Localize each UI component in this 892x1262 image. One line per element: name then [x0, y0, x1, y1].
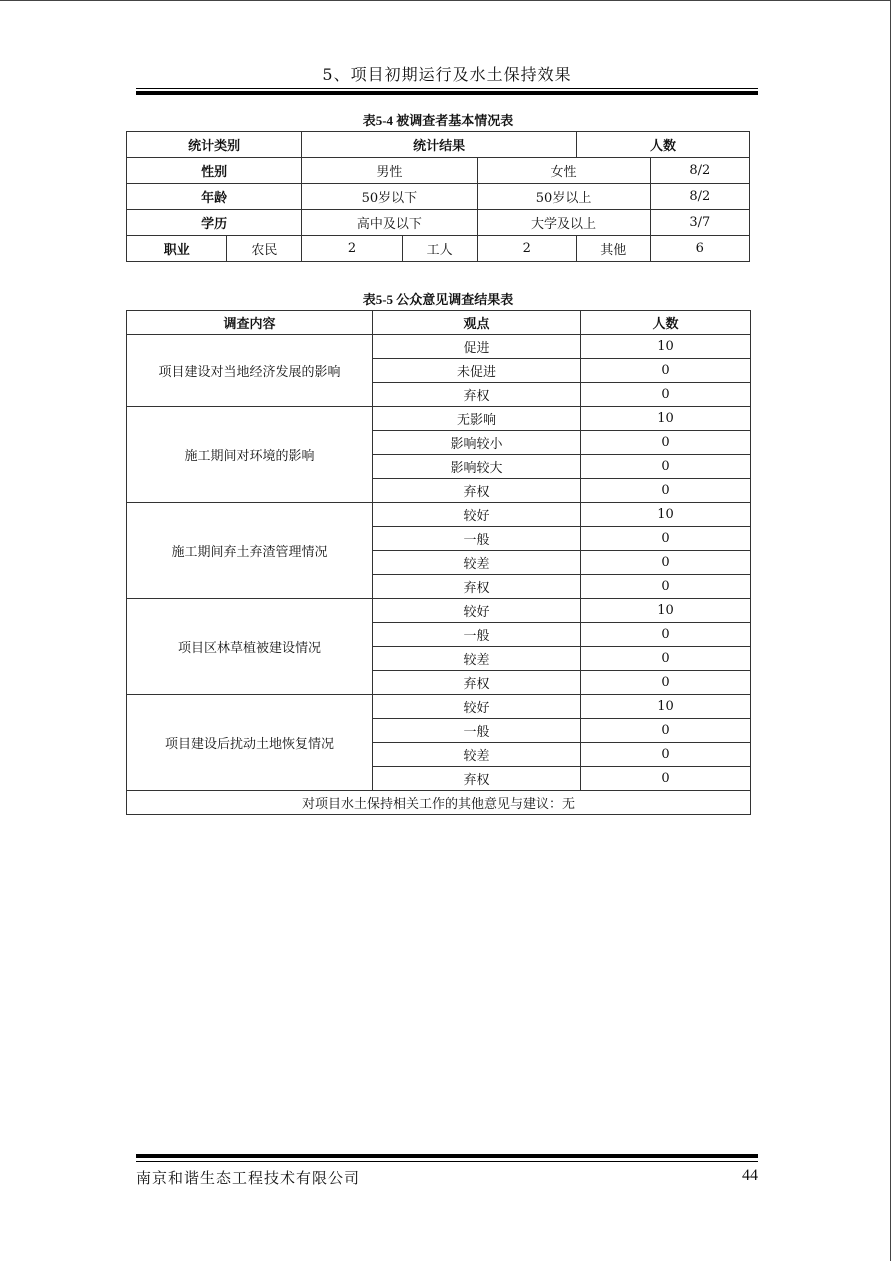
note-cell: 对项目水土保持相关工作的其他意见与建议：无 — [127, 791, 751, 815]
count-cell: 0 — [581, 623, 751, 647]
header-rule-thick — [136, 91, 758, 95]
topic-cell: 施工期间弃土弃渣管理情况 — [127, 503, 373, 599]
row-label: 性别 — [127, 158, 302, 184]
header-cell-category: 统计类别 — [127, 132, 302, 158]
table-row — [127, 407, 751, 431]
view-cell: 未促进 — [373, 359, 581, 383]
count-cell: 0 — [581, 575, 751, 599]
running-header: 5、项目初期运行及水土保持效果 — [322, 65, 572, 84]
table-cell: 高中及以下 — [302, 210, 477, 236]
page-number: 44 — [742, 1167, 758, 1184]
count-cell: 6 — [650, 236, 749, 262]
view-cell: 弃权 — [373, 575, 581, 599]
header-cell-view: 观点 — [373, 311, 581, 335]
table-header-row — [127, 311, 751, 335]
view-cell: 弃权 — [373, 671, 581, 695]
table-row — [127, 210, 750, 236]
count-cell: 0 — [581, 719, 751, 743]
view-cell: 弃权 — [373, 767, 581, 791]
table-cell: 男性 — [302, 158, 477, 184]
count-cell: 0 — [581, 743, 751, 767]
count-cell: 0 — [581, 551, 751, 575]
table-5-5-caption: 表5-5 公众意见调查结果表 — [362, 292, 514, 307]
topic-cell: 项目建设对当地经济发展的影响 — [127, 335, 373, 407]
table-note-row — [127, 791, 751, 815]
view-cell: 较差 — [373, 551, 581, 575]
table-row — [127, 184, 750, 210]
table-row — [127, 695, 751, 719]
view-cell: 较差 — [373, 647, 581, 671]
view-cell: 弃权 — [373, 383, 581, 407]
view-cell: 较好 — [373, 695, 581, 719]
header-rule — [136, 88, 758, 89]
table-cell: 50岁以下 — [302, 184, 477, 210]
table-row — [127, 503, 751, 527]
count-cell: 10 — [581, 335, 751, 359]
count-cell: 0 — [581, 455, 751, 479]
count-cell: 0 — [581, 647, 751, 671]
count-cell: 0 — [581, 383, 751, 407]
table-cell: 工人 — [402, 236, 477, 262]
table-header-row — [127, 132, 750, 158]
view-cell: 较好 — [373, 599, 581, 623]
row-label: 职业 — [127, 236, 227, 262]
count-cell: 10 — [581, 599, 751, 623]
count-cell: 0 — [581, 671, 751, 695]
view-cell: 影响较大 — [373, 455, 581, 479]
header-cell-count: 人数 — [581, 311, 751, 335]
table-cell: 50岁以上 — [477, 184, 650, 210]
view-cell: 无影响 — [373, 407, 581, 431]
public-opinion-table — [126, 310, 751, 815]
count-cell: 8/2 — [650, 184, 749, 210]
table-cell: 大学及以上 — [477, 210, 650, 236]
count-cell: 2 — [302, 236, 402, 262]
count-cell: 0 — [581, 431, 751, 455]
view-cell: 一般 — [373, 527, 581, 551]
count-cell: 0 — [581, 479, 751, 503]
view-cell: 一般 — [373, 719, 581, 743]
respondent-info-table — [126, 131, 750, 262]
row-label: 年龄 — [127, 184, 302, 210]
count-cell: 0 — [581, 767, 751, 791]
row-label: 学历 — [127, 210, 302, 236]
count-cell: 0 — [581, 527, 751, 551]
table-5-4-caption: 表5-4 被调查者基本情况表 — [362, 113, 514, 128]
view-cell: 较差 — [373, 743, 581, 767]
table-cell: 农民 — [227, 236, 302, 262]
table-row — [127, 335, 751, 359]
topic-cell: 项目区林草植被建设情况 — [127, 599, 373, 695]
view-cell: 影响较小 — [373, 431, 581, 455]
topic-cell: 项目建设后扰动土地恢复情况 — [127, 695, 373, 791]
count-cell: 0 — [581, 359, 751, 383]
footer-rule — [136, 1161, 758, 1162]
table-row — [127, 599, 751, 623]
count-cell: 10 — [581, 407, 751, 431]
count-cell: 10 — [581, 503, 751, 527]
header-cell-count: 人数 — [576, 132, 749, 158]
view-cell: 促进 — [373, 335, 581, 359]
view-cell: 一般 — [373, 623, 581, 647]
table-cell: 其他 — [576, 236, 650, 262]
view-cell: 弃权 — [373, 479, 581, 503]
table-row-occupation — [127, 236, 750, 262]
footer-company: 南京和谐生态工程技术有限公司 — [136, 1169, 361, 1187]
count-cell: 3/7 — [650, 210, 749, 236]
count-cell: 8/2 — [650, 158, 749, 184]
count-cell: 10 — [581, 695, 751, 719]
footer-rule-thick — [136, 1154, 758, 1158]
table-cell: 女性 — [477, 158, 650, 184]
count-cell: 2 — [477, 236, 576, 262]
view-cell: 较好 — [373, 503, 581, 527]
table-row — [127, 158, 750, 184]
header-cell-content: 调查内容 — [127, 311, 373, 335]
topic-cell: 施工期间对环境的影响 — [127, 407, 373, 503]
header-cell-result: 统计结果 — [302, 132, 577, 158]
